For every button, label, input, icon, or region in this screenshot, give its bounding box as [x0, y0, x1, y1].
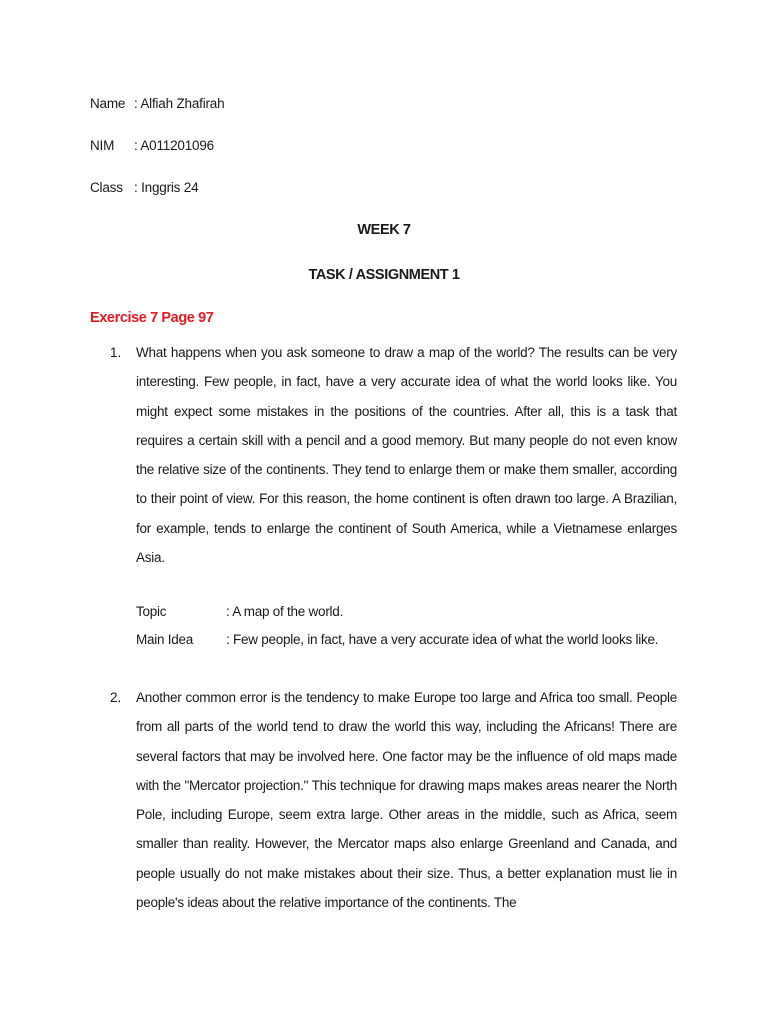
topic-label: Topic: [136, 604, 167, 619]
student-name-row: [90, 95, 224, 113]
class-label: Class: [90, 180, 123, 195]
main-idea-row: [136, 630, 658, 650]
class-value: : Inggris 24: [134, 180, 199, 195]
main-idea-value: : Few people, in fact, have a very accurate idea of what the world looks like.: [226, 632, 659, 647]
exercise-title: Exercise 7 Page 97: [90, 310, 214, 326]
student-class-row: [90, 179, 198, 197]
name-value: : Alfiah Zhafirah: [134, 96, 225, 111]
topic-row: [136, 602, 343, 622]
task-heading: TASK / ASSIGNMENT 1: [308, 267, 460, 283]
nim-value: : A011201096: [134, 138, 214, 153]
name-label: Name: [90, 96, 126, 111]
item-2-paragraph: Another common error is the tendency to make Europe too large and Africa too small. People from all parts of the world tend to draw the world this way, including the Africans! There are several factors that may be involved here. One factor may be the influence of old maps made with the "Mercator projection." This technique for drawing maps makes areas nearer the North Pole, including Europe, seem extra large. Other areas in the middle, such as Africa, seem smaller than reality. However, the Mercator maps also enlarge Greenland and Canada, and people usually do not make mistakes about their size. Thus, a better explanation must lie in people's ideas about the relative importance of the continents. The: [136, 690, 677, 911]
main-idea-label: Main Idea: [136, 632, 194, 647]
item-1-paragraph: What happens when you ask someone to draw a map of the world? The results can be very interesting. Few people, in fact, have a very accurate idea of what the world looks like. You might expect some mistakes in the positions of the countries. After all, this is a task that requires a certain skill with a pencil and a good memory. But many people do not even know the relative size of the continents. They tend to enlarge them or make them smaller, according to their point of view. For this reason, the home continent is often drawn too large. A Brazilian, for example, tends to enlarge the continent of South America, while a Vietnamese enlarges Asia.: [136, 345, 677, 566]
topic-value: : A map of the world.: [226, 604, 344, 619]
item-1-number: 1.: [110, 345, 122, 360]
nim-label: NIM: [90, 138, 115, 153]
item-2-number: 2.: [110, 690, 122, 705]
student-nim-row: [90, 137, 214, 155]
week-heading: WEEK 7: [357, 222, 411, 238]
